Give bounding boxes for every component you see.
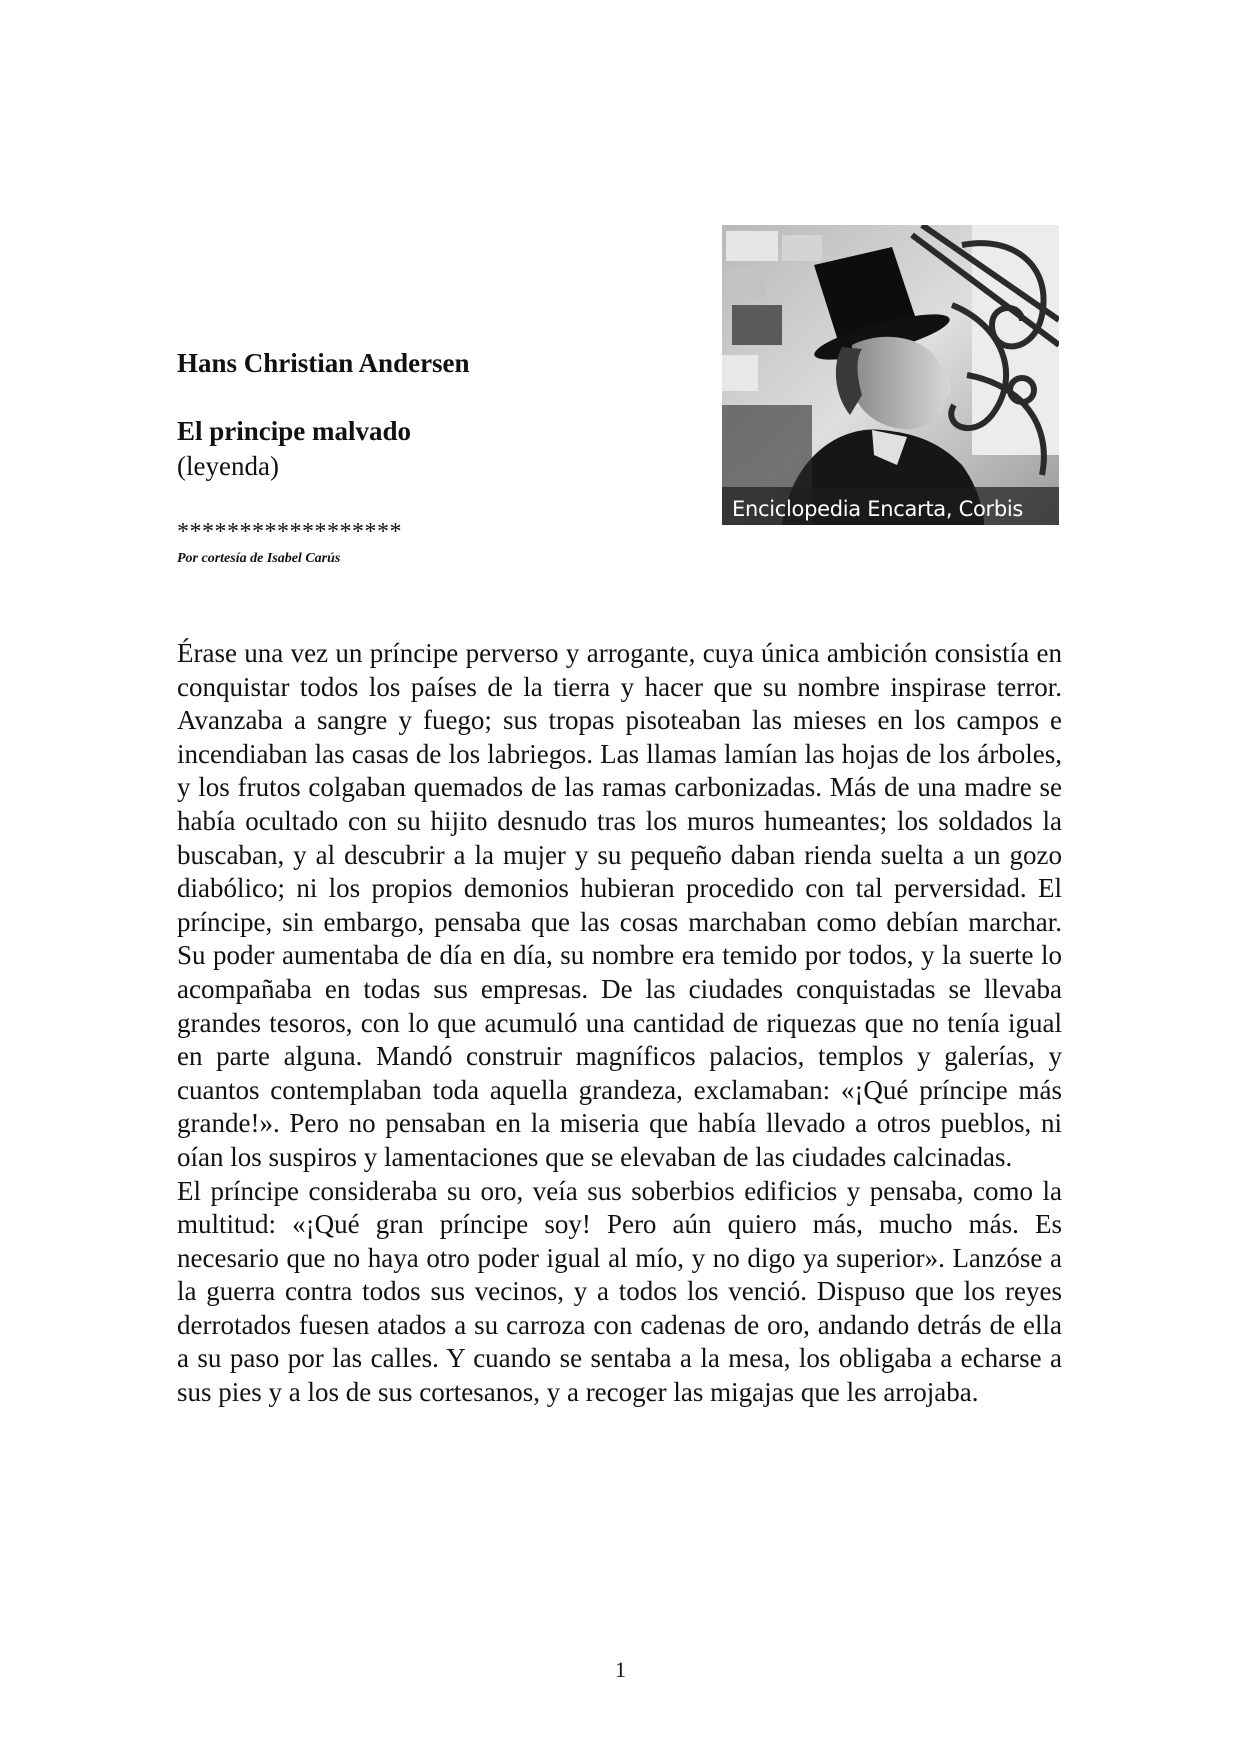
story-subtitle: (leyenda) — [177, 451, 279, 481]
story-title: El principe malvado — [177, 416, 412, 446]
portrait-photo-icon — [722, 225, 1059, 525]
image-caption: Enciclopedia Encarta, Corbis — [732, 497, 1024, 521]
asterisk-divider: ****************** — [177, 519, 402, 545]
author-portrait — [722, 225, 1059, 525]
story-body — [177, 637, 1062, 1410]
page-number: 1 — [615, 1657, 626, 1682]
body-paragraph: El príncipe consideraba su oro, veía sus soberbios edificios y pensaba, como la multitud: «¡Qué gran príncipe soy! Pero aún quiero más, mucho más. Es necesario que no haya otro poder igual al mío, y no digo ya superior». Lanzóse a la guerra contra todos sus vecinos, y a todos los venció. Dispuso que los reyes derrotados fuesen atados a su carroza con cadenas de oro, andando detrás de ella a su paso por las calles. Y cuando se sentaba a la mesa, los obligaba a echarse a sus pies y a los de sus cortesanos, y a recoger las migajas que les arrojaba. — [177, 1175, 1062, 1408]
body-paragraph: Érase una vez un príncipe perverso y arrogante, cuya única ambición consistía en conquistar todos los países de la tierra y hacer que su nombre inspirase terror. Avanzaba a sangre y fuego; sus tropas pisoteaban las mieses en los campos e incendiaban las casas de los labriegos. Las llamas lamían las hojas de los árboles, y los frutos colgaban quemados de las ramas carbonizadas. Más de una madre se había ocultado con su hijito desnudo tras los muros humeantes; los soldados la buscaban, y al descubrir a la mujer y su pequeño daban rienda suelta a un gozo diabólico; ni los propios demonios hubieran procedido con tal perversidad. El príncipe, sin embargo, pensaba que las cosas marchaban como debían marchar. Su poder aumentaba de día en día, su nombre era temido por todos, y la suerte lo acompañaba en todas sus empresas. De las ciudades conquistadas se llevaba grandes tesoros, con lo que acumuló una cantidad de riquezas que no tenía igual en parte alguna. Mandó construir magníficos palacios, templos y galerías, y cuantos contemplaban toda aquella grandeza, exclamaban: «¡Qué príncipe más grande!». Pero no pensaban en la miseria que había llevado a otros pueblos, ni oían los suspiros y lamentaciones que se elevaban de las ciudades calcinadas. — [177, 638, 1062, 1172]
courtesy-credit: Por cortesía de Isabel Carús — [177, 551, 341, 566]
author-name: Hans Christian Andersen — [177, 348, 470, 378]
